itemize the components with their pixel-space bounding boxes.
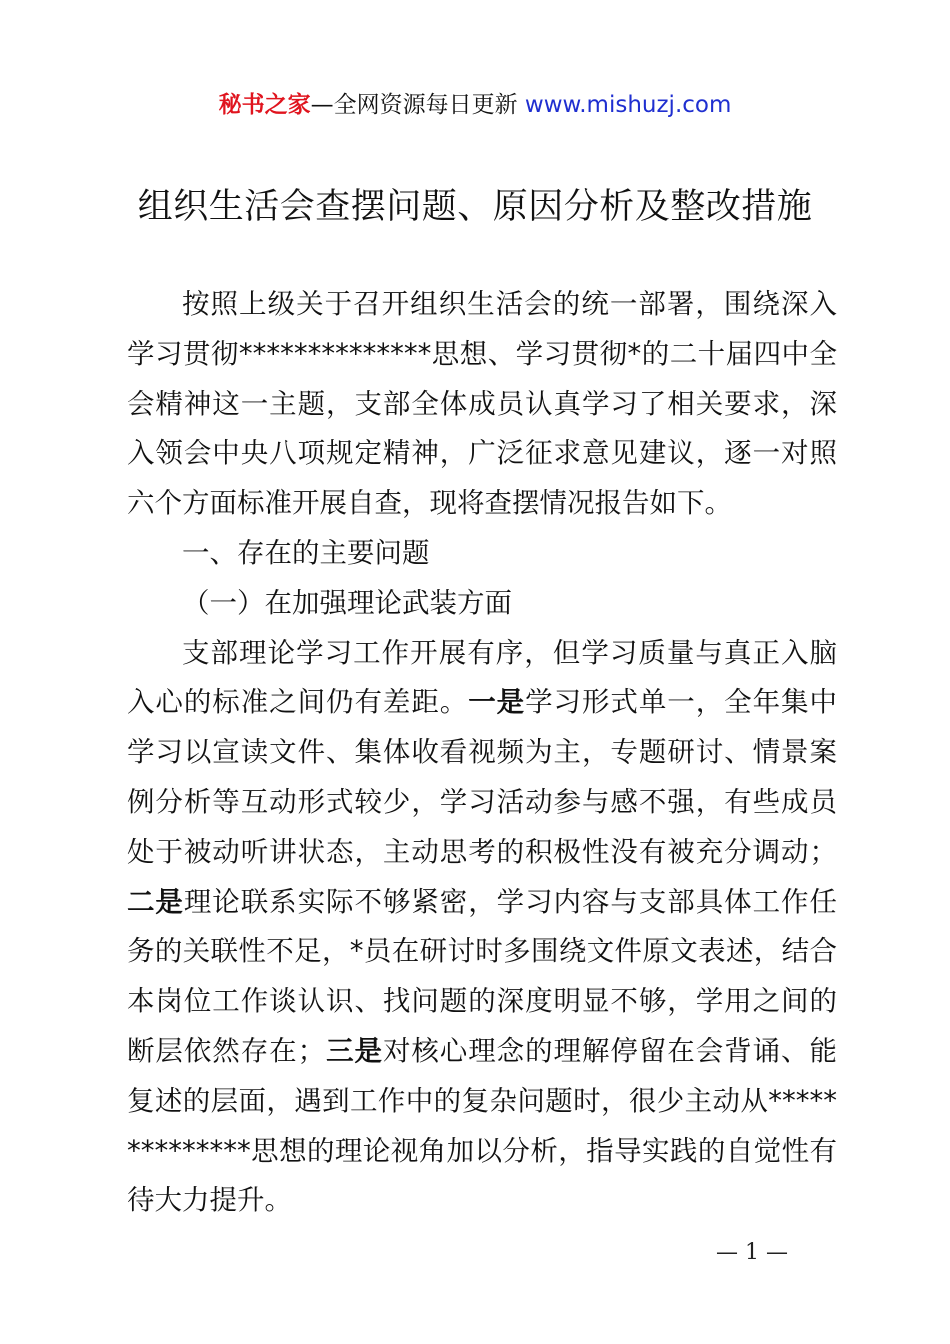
header-tagline: —全网资源每日更新 [310, 92, 525, 118]
problem-paragraph [127, 629, 837, 1227]
page-number: — 1 — [716, 1240, 788, 1265]
document-body [127, 280, 837, 1226]
point-two-label: 二是 [127, 885, 184, 918]
point-three-text: 对核心理念的理解停留在会背诵、能复述的层面，遇到工作中的复杂问题时，很少主动从**************思想的理论视角加以分析，指导实践的自觉性有待大力提升。 [127, 1034, 837, 1217]
point-three-label: 三是 [325, 1034, 383, 1067]
point-one-label: 一是 [468, 686, 526, 719]
intro-paragraph: 按照上级关于召开组织生活会的统一部署，围绕深入学习贯彻**************思想、学习贯彻*的二十届四中全会精神这一主题，支部全体成员认真学习了相关要求，深入领会中央八项规定精神，广泛征求意见建议，逐一对照六个方面标准开展自查，现将查摆情况报告如下。 [127, 288, 837, 520]
section-heading: 一、存在的主要问题 [182, 536, 430, 569]
brand-name: 秘书之家 [218, 92, 311, 118]
subsection-heading: （一）在加强理论武装方面 [182, 586, 512, 619]
paragraph-lead: 支部理论学习工作开展有序，但学习质量与真正入脑入心的标准之间仍有差距。 [127, 636, 837, 719]
point-two-text: 理论联系实际不够紧密，学习内容与支部具体工作任务的关联性不足，*员在研讨时多围绕文件原文表述，结合本岗位工作谈认识、找问题的深度明显不够，学用之间的断层依然存在； [127, 885, 837, 1067]
point-one-text: 学习形式单一，全年集中学习以宣读文件、集体收看视频为主，专题研讨、情景案例分析等互动形式较少，学习活动参与感不强，有些成员处于被动听讲状态，主动思考的积极性没有被充分调动； [127, 686, 837, 868]
header-url-link[interactable]: www.mishuzj.com [524, 92, 732, 118]
watermark-header [0, 88, 950, 122]
document-title: 组织生活会查摆问题、原因分析及整改措施 [137, 187, 813, 227]
